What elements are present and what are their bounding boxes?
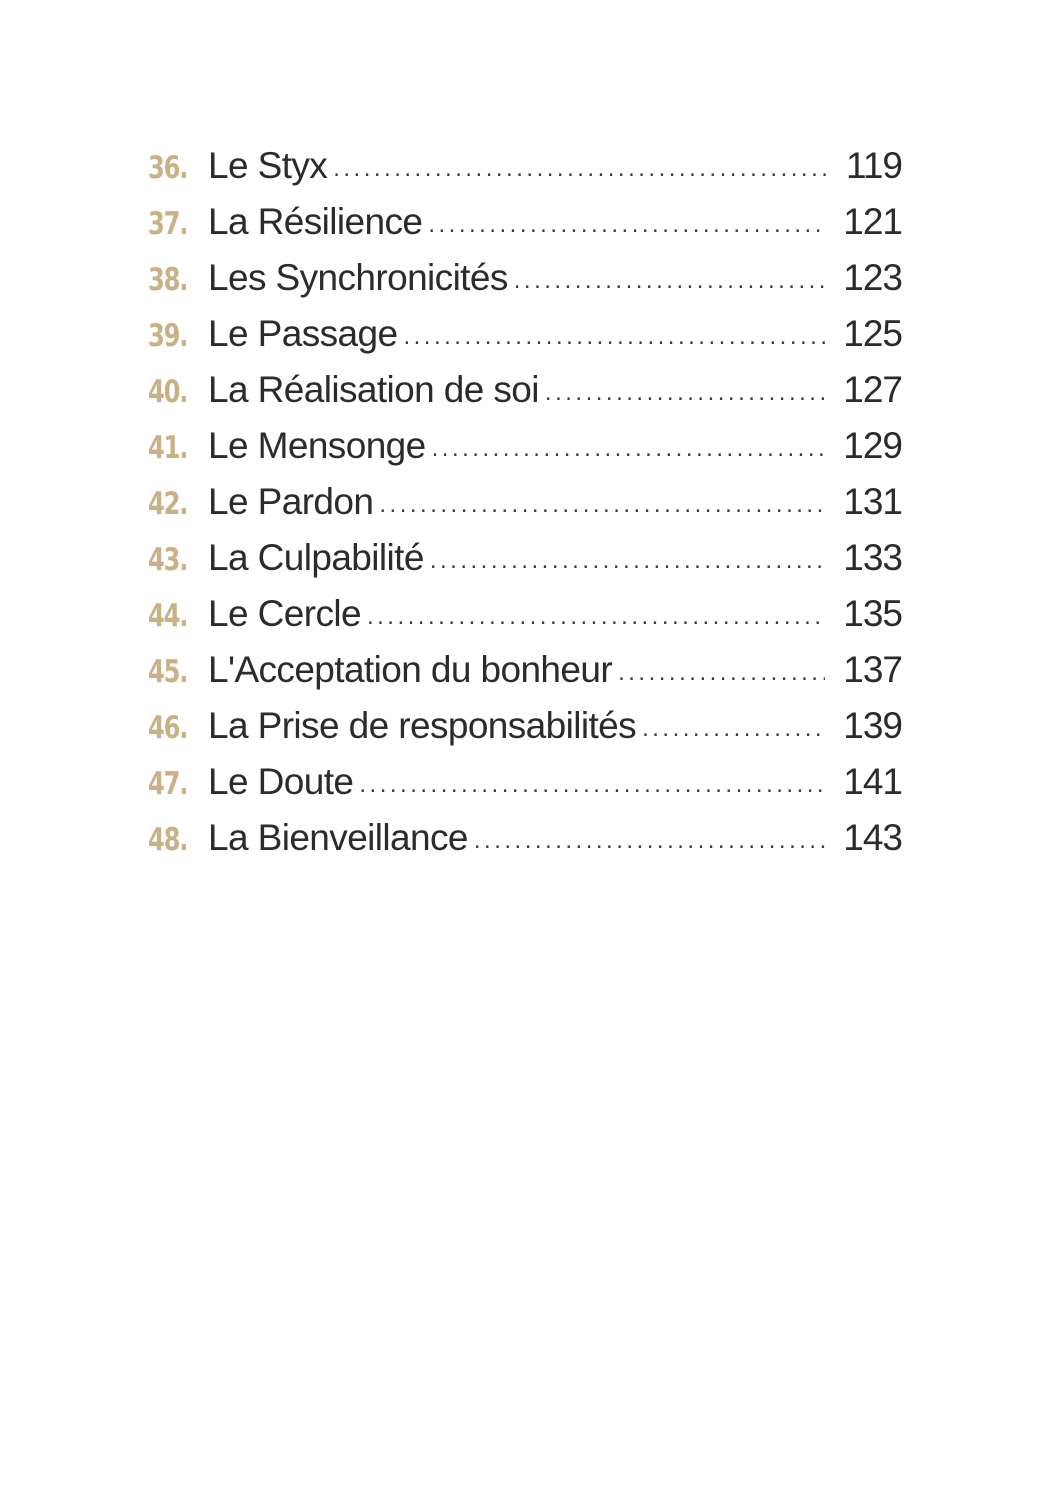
- toc-entry-page: 123: [843, 257, 902, 298]
- dot-leader: [474, 813, 825, 869]
- toc-entry-number: 37.: [148, 206, 188, 242]
- toc-entry-title: Les Synchronicités: [208, 257, 508, 298]
- dot-leader: [379, 477, 825, 533]
- dot-leader: [432, 421, 826, 477]
- toc-entry-44[interactable]: [148, 586, 902, 642]
- dot-leader: [618, 645, 825, 701]
- toc-entry-title: La Culpabilité: [208, 537, 424, 578]
- toc-entry-number: 48.: [148, 822, 188, 858]
- toc-entry-page: 135: [843, 593, 902, 634]
- toc-entry-title: Le Passage: [208, 313, 398, 354]
- toc-entry-page: 131: [843, 481, 902, 522]
- toc-entry-title: La Bienveillance: [208, 817, 468, 858]
- toc-entry-39[interactable]: [148, 306, 902, 362]
- toc-entry-46[interactable]: [148, 698, 902, 754]
- toc-entry-title: Le Doute: [208, 761, 354, 802]
- toc-entry-page: 121: [843, 201, 902, 242]
- toc-entry-title: Le Cercle: [208, 593, 361, 634]
- dot-leader: [514, 253, 826, 309]
- toc-entry-43[interactable]: [148, 530, 902, 586]
- toc-entry-number: 39.: [148, 318, 188, 354]
- toc-entry-37[interactable]: [148, 194, 902, 250]
- toc-entry-number: 41.: [148, 430, 188, 466]
- dot-leader: [642, 701, 825, 757]
- toc-entry-page: 125: [843, 313, 902, 354]
- toc-entry-title: Le Mensonge: [208, 425, 426, 466]
- dot-leader: [430, 533, 825, 589]
- table-of-contents: [148, 138, 902, 866]
- toc-entry-40[interactable]: [148, 362, 902, 418]
- toc-entry-page: 119: [846, 145, 902, 186]
- toc-entry-page: 137: [843, 649, 902, 690]
- toc-entry-48[interactable]: [148, 810, 902, 866]
- toc-entry-number: 47.: [148, 766, 188, 802]
- toc-entry-page: 139: [843, 705, 902, 746]
- toc-entry-number: 36.: [148, 150, 188, 186]
- toc-entry-42[interactable]: [148, 474, 902, 530]
- toc-entry-number: 44.: [148, 598, 188, 634]
- toc-entry-title: La Réalisation de soi: [208, 369, 539, 410]
- toc-entry-title: L'Acceptation du bonheur: [208, 649, 613, 690]
- toc-entry-number: 38.: [148, 262, 188, 298]
- toc-entry-title: Le Styx: [208, 145, 328, 186]
- toc-entry-page: 127: [843, 369, 902, 410]
- dot-leader: [367, 589, 825, 645]
- dot-leader: [403, 309, 825, 365]
- toc-entry-38[interactable]: [148, 250, 902, 306]
- toc-entry-number: 43.: [148, 542, 188, 578]
- dot-leader: [359, 757, 825, 813]
- toc-entry-number: 40.: [148, 374, 188, 410]
- toc-entry-45[interactable]: [148, 642, 902, 698]
- toc-entry-page: 133: [843, 537, 902, 578]
- dot-leader: [333, 141, 828, 197]
- toc-entry-number: 46.: [148, 710, 188, 746]
- toc-entry-title: Le Pardon: [208, 481, 374, 522]
- toc-entry-41[interactable]: [148, 418, 902, 474]
- dot-leader: [428, 197, 825, 253]
- toc-entry-number: 45.: [148, 654, 188, 690]
- toc-entry-page: 143: [843, 817, 902, 858]
- toc-entry-36[interactable]: [148, 138, 902, 194]
- toc-entry-page: 141: [843, 761, 902, 802]
- toc-entry-number: 42.: [148, 486, 188, 522]
- toc-entry-title: La Prise de responsabilités: [208, 705, 637, 746]
- toc-entry-47[interactable]: [148, 754, 902, 810]
- toc-entry-title: La Résilience: [208, 201, 423, 242]
- dot-leader: [545, 365, 825, 421]
- toc-entry-page: 129: [843, 425, 902, 466]
